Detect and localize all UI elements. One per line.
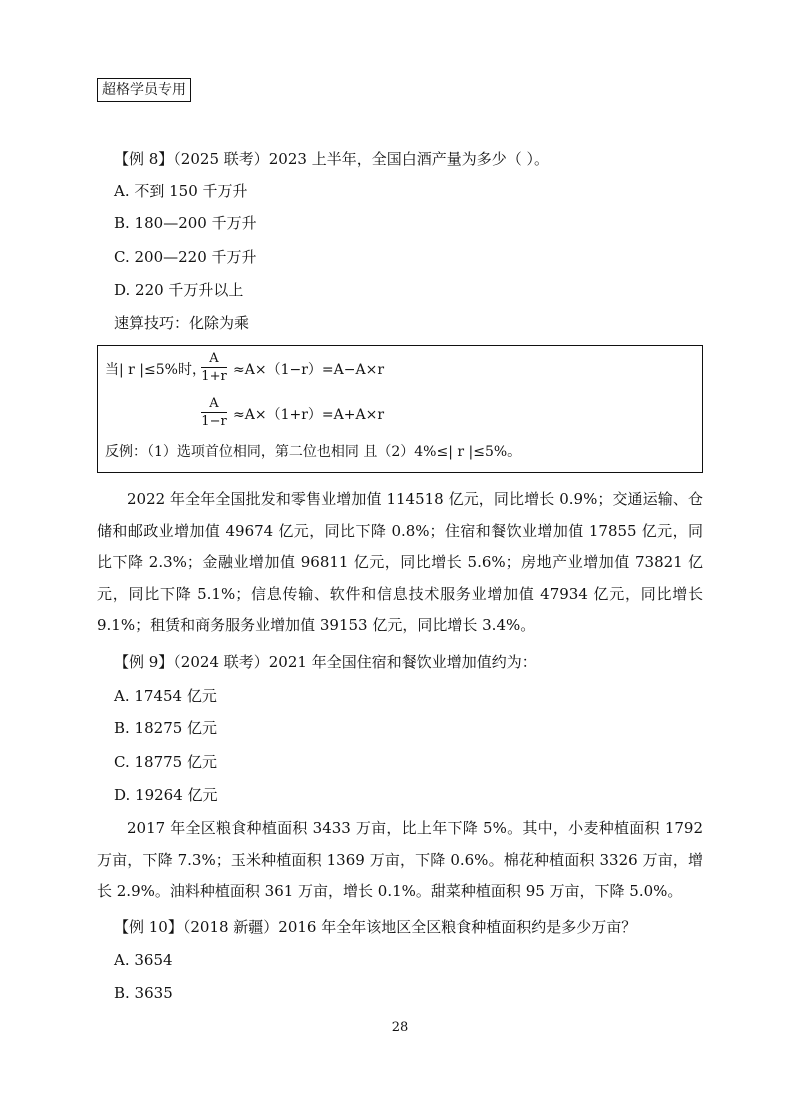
example-8-option-b: B. 180—200 千万升	[114, 214, 257, 232]
example-8-option-d: D. 220 千万升以上	[114, 281, 244, 299]
example-9-option-b: B. 18275 亿元	[114, 719, 218, 737]
formula-fraction-2	[201, 395, 227, 430]
fraction-1-denominator: 1+r	[201, 369, 227, 384]
example-10-option-a: A. 3654	[114, 951, 173, 969]
formula-condition: 当| r |≤5%时，	[105, 362, 206, 378]
material-paragraph-2	[97, 813, 703, 908]
fraction-1-numerator: A	[201, 350, 227, 368]
example-8-question: 【例 8】（2025 联考）2023 上半年，全国白酒产量为多少（ ）。	[114, 150, 549, 168]
example-8-option-a: A. 不到 150 千万升	[114, 182, 248, 200]
material-paragraph-1	[97, 484, 703, 642]
example-9-option-d: D. 19264 亿元	[114, 786, 218, 804]
fraction-2-denominator: 1−r	[201, 414, 227, 429]
formula-counterexample: 反例：（1）选项首位相同，第二位也相同 且（2）4%≤| r |≤5%。	[105, 444, 522, 460]
example-8-option-c: C. 200—220 千万升	[114, 248, 257, 266]
fraction-2-numerator: A	[201, 395, 227, 413]
material-2-text: 2017 年全区粮食种植面积 3433 万亩，比上年下降 5%。其中，小麦种植面积 1792 万亩，下降 7.3%；玉米种植面积 1369 万亩，下降 0.6%。棉花种植面积 3326 万亩，增长 2.9%。油料种植面积 361 万亩，增长 0.1%。甜菜种植面积 95 万亩，下降 5.0%。	[97, 819, 703, 900]
formula-box	[97, 345, 703, 473]
example-10-option-b: B. 3635	[114, 984, 173, 1002]
student-only-badge: 超格学员专用	[97, 78, 191, 102]
example-9-question: 【例 9】（2024 联考）2021 年全国住宿和餐饮业增加值约为：	[114, 653, 537, 671]
speed-calc-tip: 速算技巧：化除为乘	[114, 314, 250, 332]
formula-equation-2: ≈A×（1+r）=A+A×r	[233, 407, 385, 423]
page-number: 28	[391, 1020, 409, 1035]
example-9-option-c: C. 18775 亿元	[114, 753, 217, 771]
example-9-option-a: A. 17454 亿元	[114, 687, 217, 705]
example-10-question: 【例 10】（2018 新疆）2016 年全年该地区全区粮食种植面积约是多少万亩？	[114, 918, 637, 936]
formula-equation-1: ≈A×（1−r）=A−A×r	[233, 362, 385, 378]
material-1-text: 2022 年全年全国批发和零售业增加值 114518 亿元，同比增长 0.9%；交通运输、仓储和邮政业增加值 49674 亿元，同比下降 0.8%；住宿和餐饮业增加值 17855 亿元，同比下降 2.3%；金融业增加值 96811 亿元，同比增长 5.6%；房地产业增加值 73821 亿元，同比下降 5.1%；信息传输、软件和信息技术服务业增加值 47934 亿元，同比增长 9.1%；租赁和商务服务业增加值 39153 亿元，同比增长 3.4%。	[97, 490, 703, 634]
formula-fraction-1	[201, 350, 227, 385]
